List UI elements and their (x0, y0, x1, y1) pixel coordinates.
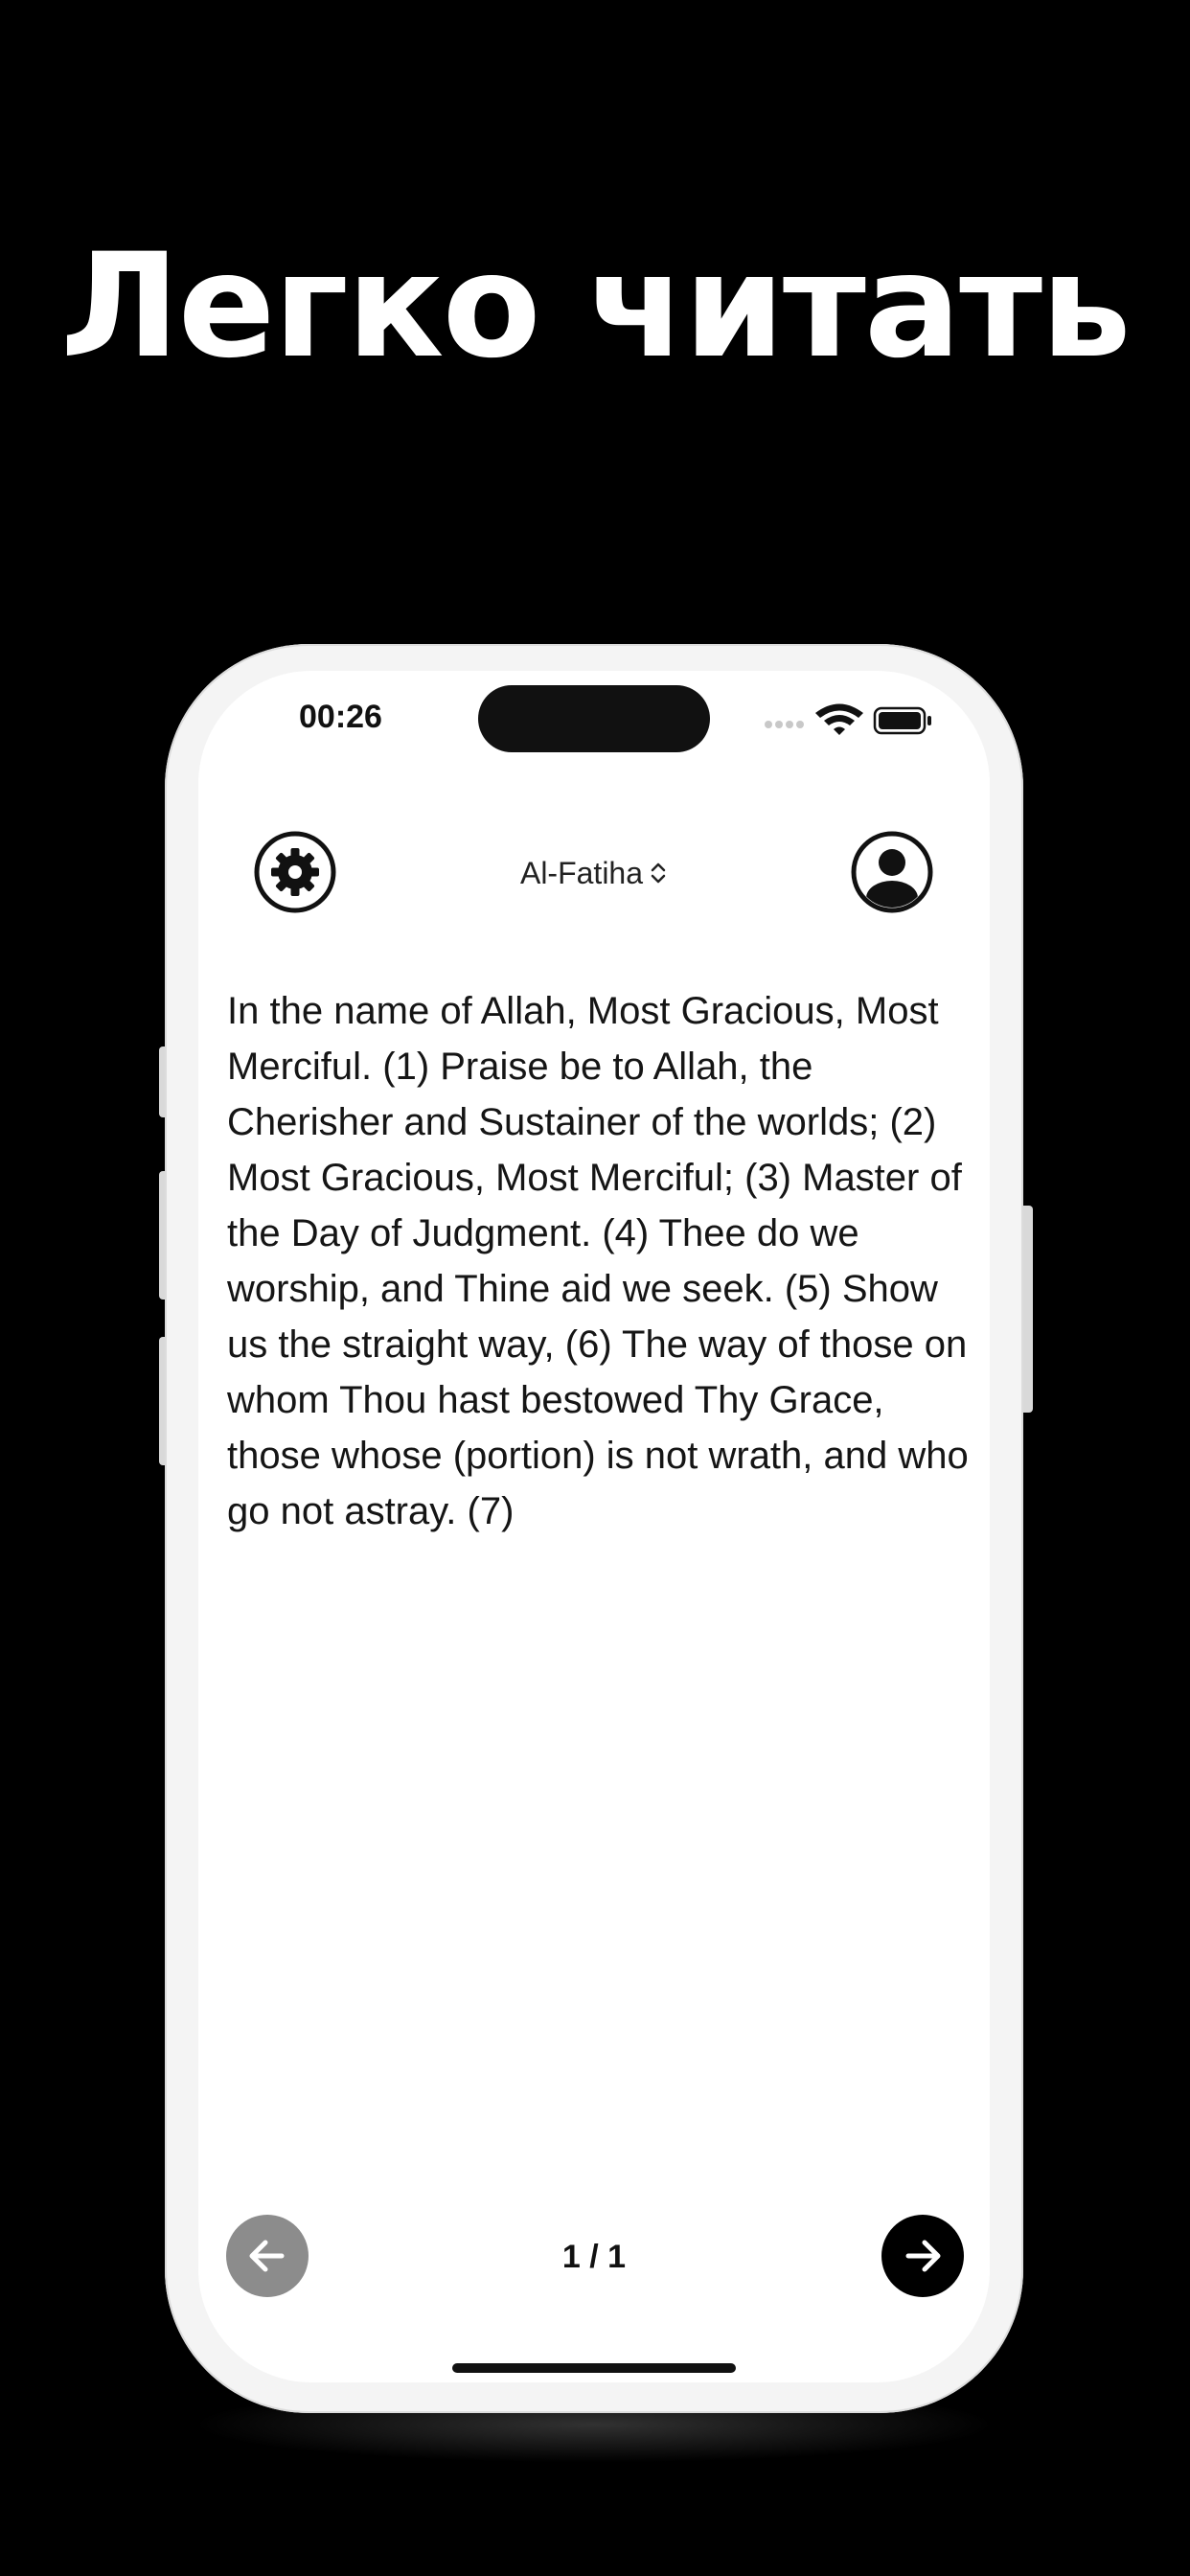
next-page-button[interactable] (881, 2215, 964, 2297)
user-icon (851, 831, 933, 913)
arrow-right-icon (899, 2232, 947, 2280)
wifi-icon (815, 704, 863, 736)
phone-screen (198, 671, 990, 2382)
previous-page-button[interactable] (226, 2215, 309, 2297)
home-indicator[interactable] (452, 2363, 736, 2373)
surah-selector[interactable] (409, 851, 779, 895)
dynamic-island (478, 685, 710, 752)
headline: Легко читать (60, 223, 1130, 390)
status-icons (759, 700, 950, 738)
arrow-left-icon (243, 2232, 291, 2280)
gear-icon (254, 831, 336, 913)
chevron-up-down-icon (649, 860, 668, 886)
surah-text: In the name of Allah, Most Gracious, Most Merciful. (1) Praise be to Allah, the Cherisher and Sustainer of the worlds; (2) Most Gracious, Most Merciful; (3) Master of the Day of Judgment. (4) Thee do we worship, and Thine aid we seek. (5) Show us the straight way, (6) The way of those on whom Thou hast bestowed Thy Grace, those whose (portion) is not wrath, and who go not astray. (7) (227, 990, 969, 1532)
surah-title: Al-Fatiha (519, 855, 644, 890)
profile-button[interactable] (851, 831, 933, 913)
page-indicator: 1 / 1 (561, 2239, 627, 2275)
settings-button[interactable] (254, 831, 336, 913)
battery-icon (875, 708, 931, 733)
cellular-signal-icon (765, 721, 804, 728)
status-time: 00:26 (299, 699, 382, 735)
